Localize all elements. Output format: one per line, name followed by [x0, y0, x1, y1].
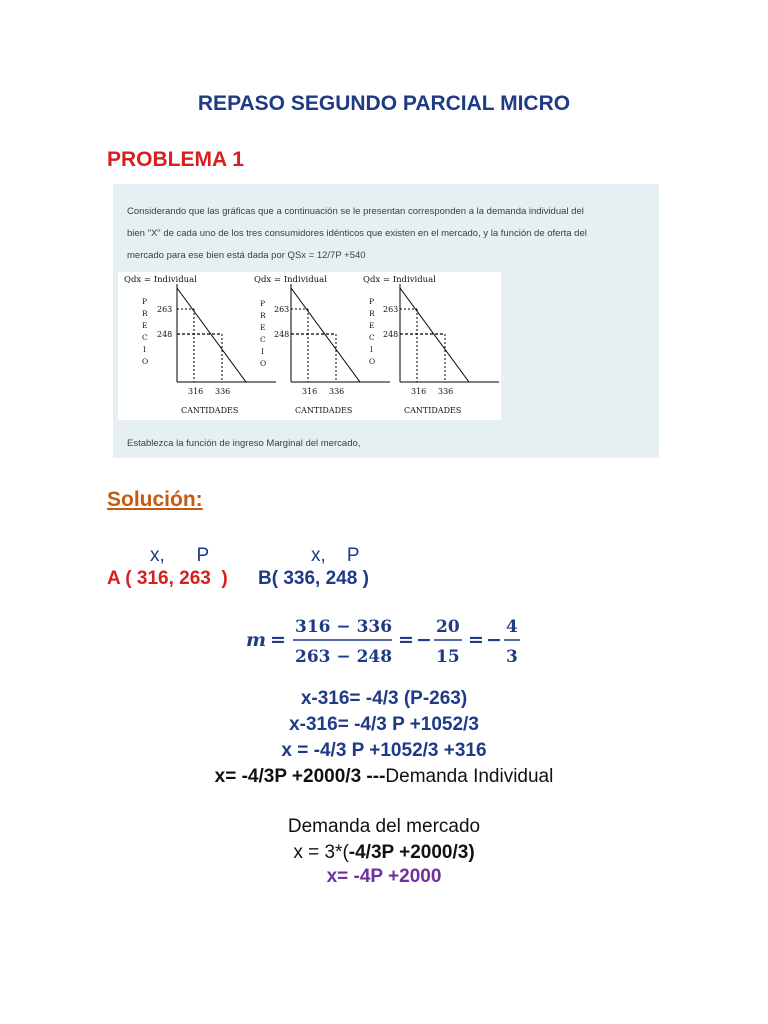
y-axis-letter: R: [260, 311, 266, 320]
graph-top-label: Qdx = Individual: [124, 275, 197, 285]
y-axis-letter: P: [260, 299, 266, 308]
y-axis-letter: P: [369, 297, 375, 306]
market-demand-result: x= -4P +2000: [326, 866, 442, 887]
market-demand-equation: [0, 842, 768, 864]
x-tick-336: 336: [215, 387, 231, 396]
slope-symbol: m: [246, 629, 267, 651]
market-equation-prefix: x = 3*(: [293, 842, 349, 863]
demand-graphs: [118, 272, 501, 420]
y-axis-letter: I: [370, 345, 373, 354]
y-axis-letter: P: [142, 297, 148, 306]
fraction-denominator: 15: [436, 647, 460, 667]
equation-4-bold: x= -4/3P +2000/3 ---: [214, 766, 386, 787]
point-b: B( 336, 248 ): [258, 568, 369, 589]
equation-4: [0, 766, 768, 788]
problem-panel: [113, 184, 659, 458]
demand-graph-1: [124, 275, 276, 415]
y-axis-letter: E: [369, 321, 375, 330]
x-tick-316: 316: [188, 387, 204, 396]
y-axis-letter: C: [142, 333, 148, 342]
equation-1: x-316= -4/3 (P-263): [300, 688, 468, 709]
y-axis-letter: O: [260, 359, 267, 368]
demand-line: [291, 288, 360, 382]
x-axis-label: CANTIDADES: [295, 406, 353, 415]
y-axis-letter: O: [369, 357, 376, 366]
equation-2: x-316= -4/3 P +1052/3: [289, 714, 479, 735]
fraction-numerator: 4: [506, 617, 518, 637]
point-b-header: x, P: [311, 545, 360, 566]
problem-text-line-3: mercado para ese bien está dada por QSx = 12/7P +540: [127, 250, 366, 261]
slope-numerator: 316 − 336: [295, 617, 393, 637]
y-tick-263: 263: [274, 305, 290, 314]
x-tick-316: 316: [411, 387, 427, 396]
page-title: REPASO SEGUNDO PARCIAL MICRO: [197, 92, 571, 115]
problem-text-line-1: Considerando que las gráficas que a continuación se le presentan corresponden a la demanda individual del: [127, 206, 584, 217]
y-axis-letter: C: [260, 335, 266, 344]
x-axis-label: CANTIDADES: [181, 406, 239, 415]
slope-formula: [240, 610, 540, 670]
y-axis-letter: R: [369, 309, 375, 318]
equals-sign: =: [398, 629, 414, 651]
graph-top-label: Qdx = Individual: [363, 275, 436, 285]
y-tick-263: 263: [157, 305, 173, 314]
y-tick-248: 248: [383, 330, 399, 339]
y-tick-263: 263: [383, 305, 399, 314]
y-axis-letter: C: [369, 333, 375, 342]
x-tick-336: 336: [438, 387, 454, 396]
x-tick-316: 316: [302, 387, 318, 396]
equation-3: x = -4/3 P +1052/3 +316: [281, 740, 487, 761]
y-axis-letter: O: [142, 357, 149, 366]
fraction-numerator: 20: [436, 617, 460, 637]
y-axis-letter: I: [261, 347, 264, 356]
x-axis-label: CANTIDADES: [404, 406, 462, 415]
market-demand-label: Demanda del mercado: [287, 816, 481, 837]
slope-denominator: 263 − 248: [295, 647, 393, 667]
solution-heading: Solución:: [107, 488, 203, 511]
y-axis-letter: R: [142, 309, 148, 318]
demand-line: [400, 288, 469, 382]
y-tick-248: 248: [274, 330, 290, 339]
point-a-header: x, P: [150, 545, 210, 566]
equals-sign: =: [270, 629, 286, 651]
market-equation-bold: -4/3P +2000/3): [348, 842, 475, 863]
problem-heading: PROBLEMA 1: [107, 148, 244, 171]
equals-sign: =: [468, 629, 484, 651]
problem-footer: Establezca la función de ingreso Marginal del mercado,: [127, 438, 361, 449]
demand-graphs-svg: [118, 272, 501, 420]
minus-sign: −: [486, 629, 502, 651]
problem-text-line-2: bien "X" de cada uno de los tres consumidores idénticos que existen en el mercado, y la función de oferta del: [127, 228, 587, 239]
y-axis-letter: I: [143, 345, 146, 354]
y-tick-248: 248: [157, 330, 173, 339]
minus-sign: −: [416, 629, 432, 651]
demand-line: [177, 288, 246, 382]
fraction-denominator: 3: [506, 647, 518, 667]
demand-graph-3: [363, 275, 499, 415]
x-tick-336: 336: [329, 387, 345, 396]
point-a: A ( 316, 263 ): [107, 568, 228, 589]
y-axis-letter: E: [142, 321, 148, 330]
equation-4-tail: Demanda Individual: [385, 766, 554, 787]
y-axis-letter: E: [260, 323, 266, 332]
graph-top-label: Qdx = Individual: [254, 275, 327, 285]
